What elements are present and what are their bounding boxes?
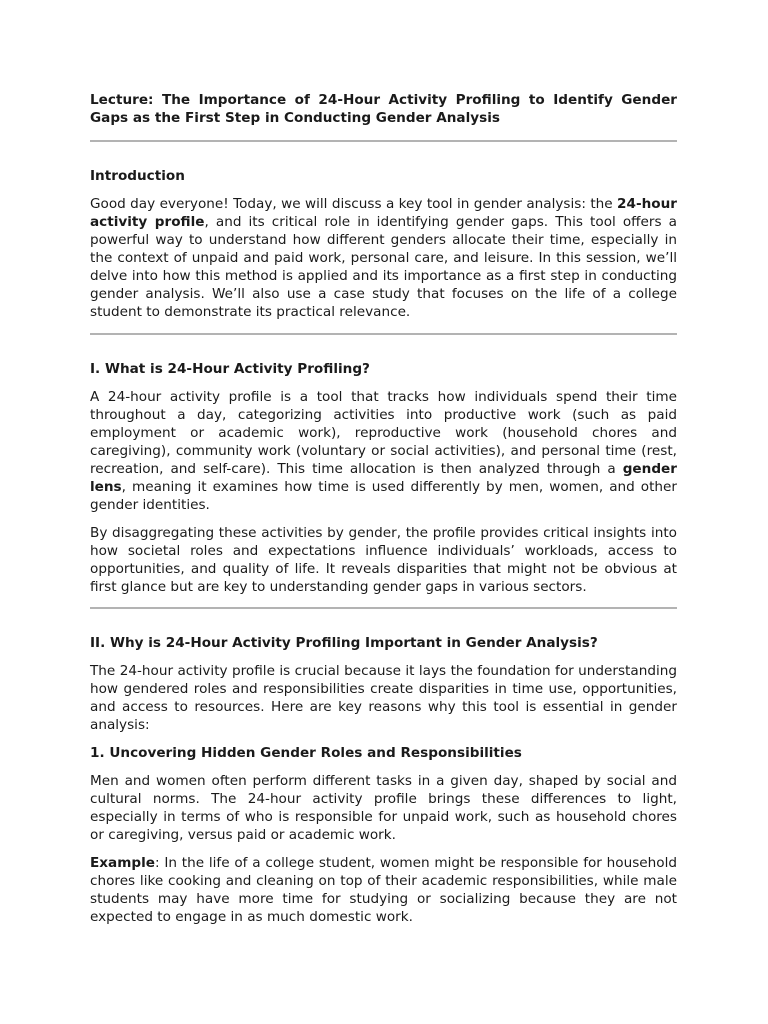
example-text: : In the life of a college student, women might be responsible for household chores like cooking and cleaning on top of their academic responsibilities, while male students may have more time for studying or socializing because they are not expected to engage in as much domestic work. <box>90 855 677 925</box>
section1-text-a: A 24-hour activity profile is a tool that tracks how individuals spend their time throughout a day, categorizing activities into productive work (such as paid employment or academic work), reproductive work (household chores and caregiving), community work (voluntary or social activities), and personal time (rest, recreation, and self-care). This time allocation is then analyzed through a <box>90 389 677 477</box>
section1-paragraph-2: By disaggregating these activities by gender, the profile provides critical insights into how societal roles and expectations influence individuals’ workloads, access to opportunities, and quality of life. It reveals disparities that might not be obvious at first glance but are key to understanding gender gaps in various sectors. <box>90 525 677 595</box>
section1-text-b: , meaning it examines how time is used differently by men, women, and other gender identities. <box>90 479 677 513</box>
intro-text-bold: 24-hour activity profile <box>90 196 677 230</box>
section2-paragraph-1: The 24-hour activity profile is crucial because it lays the foundation for understanding how gendered roles and responsibilities create disparities in time use, opportunities, and access to resources. Here are key reasons why this tool is essential in gender analysis: <box>90 663 677 733</box>
section1-paragraph-1 <box>90 388 677 514</box>
section1-heading: I. What is 24-Hour Activity Profiling? <box>90 361 370 377</box>
intro-text-a: Good day everyone! Today, we will discuss a key tool in gender analysis: the <box>90 196 618 212</box>
section2-heading: II. Why is 24-Hour Activity Profiling Important in Gender Analysis? <box>90 635 598 651</box>
document-page <box>90 91 677 926</box>
example-label: Example <box>90 855 156 871</box>
intro-heading: Introduction <box>90 168 185 184</box>
intro-text-b: , and its critical role in identifying gender gaps. This tool offers a powerful way to understand how different genders allocate their time, especially in the context of unpaid and paid work, personal care, and leisure. In this session, we’ll delve into how this method is applied and its importance as a first step in conducting gender analysis. We’ll also use a case study that focuses on the life of a college student to demonstrate its practical relevance. <box>90 214 677 320</box>
example-paragraph <box>90 854 677 926</box>
intro-paragraph <box>90 195 677 321</box>
document-title: Lecture: The Importance of 24-Hour Activity Profiling to Identify Gender Gaps as the First Step in Conducting Gender Analysis <box>90 92 677 126</box>
section1-text-bold: gender lens <box>90 461 677 495</box>
subsection1-heading: 1. Uncovering Hidden Gender Roles and Responsibilities <box>90 745 522 761</box>
subsection1-paragraph: Men and women often perform different tasks in a given day, shaped by social and cultural norms. The 24-hour activity profile brings these differences to light, especially in terms of who is responsible for unpaid work, such as household chores or caregiving, versus paid or academic work. <box>90 773 677 843</box>
